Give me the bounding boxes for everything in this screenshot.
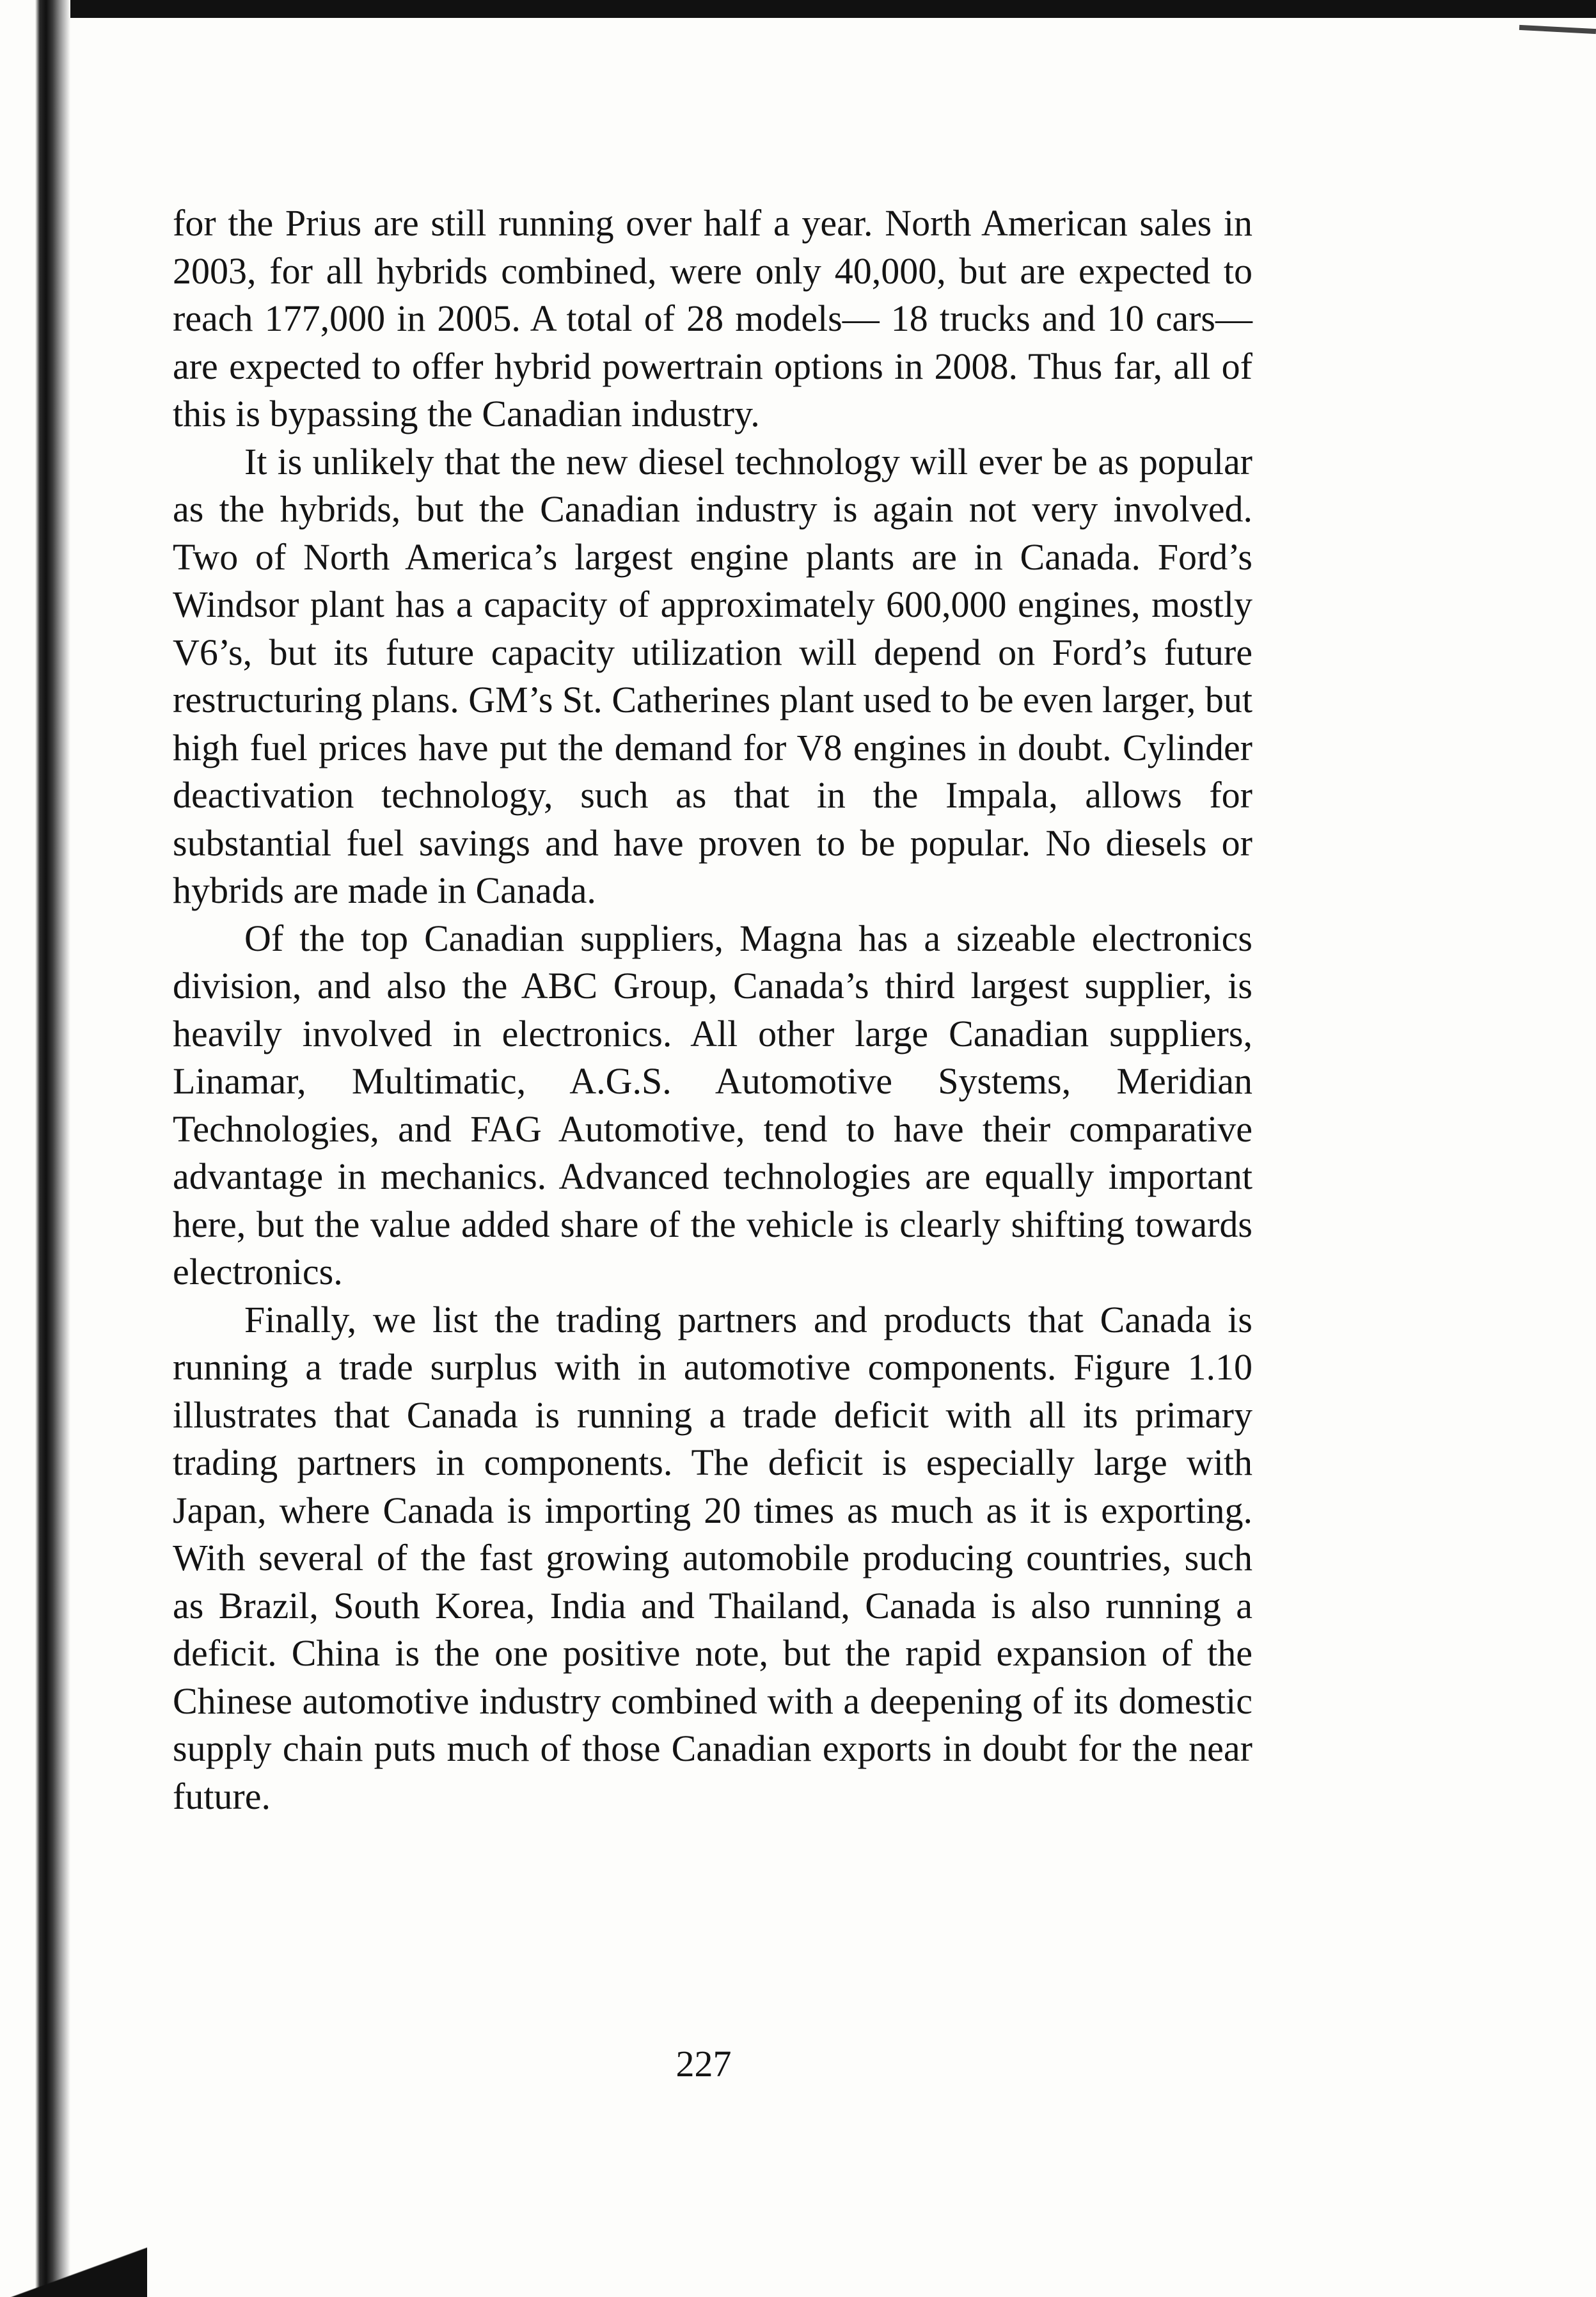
binding-shadow xyxy=(0,0,70,2297)
body-text xyxy=(173,200,1252,1820)
scan-corner-shadow xyxy=(0,2239,147,2297)
scan-top-edge xyxy=(0,0,1596,18)
paragraph-3: Of the top Canadian suppliers, Magna has a sizeable electronics division, and also the ABC Group, Canada’s third largest supplier, is heavily involved in electronics. All other large Canadian suppliers, Linamar, Multimatic, A.G.S. Automotive Systems, Meridian Technologies, and FAG Automotive, tend to have their comparative advantage in mechanics. Advanced technologies are equally important here, but the value added share of the vehicle is clearly shifting towards electronics. xyxy=(173,917,1252,1292)
paragraph-2: It is unlikely that the new diesel technology will ever be as popular as the hybrids, but the Canadian industry is again not very involved. Two of North America’s largest engine plants are in Canada. Ford’s Windsor plant has a capacity of approximately 600,000 engines, mostly V6’s, but its future capacity utilization will depend on Ford’s future restructuring plans. GM’s St. Catherines plant used to be even larger, but high fuel prices have put the demand for V8 engines in doubt. Cylinder deactivation technology, such as that in the Impala, allows for substantial fuel savings and have proven to be popular. No diesels or hybrids are made in Canada. xyxy=(173,440,1252,911)
paragraph-4: Finally, we list the trading partners and products that Canada is running a trade surplus with in automotive components. Figure 1.10 illustrates that Canada is running a trade deficit with all its primary trading partners in components. The deficit is especially large with Japan, where Canada is importing 20 times as much as it is exporting. With several of the fast growing automobile producing countries, such as Brazil, South Korea, India and Thailand, Canada is also running a deficit. China is the one positive note, but the rapid expansion of the Chinese automotive industry combined with a deepening of its domestic supply chain puts much of those Canadian exports in doubt for the near future. xyxy=(173,1298,1252,1817)
paragraph-1: for the Prius are still running over half a year. North American sales in 2003, for all hybrids combined, were only 40,000, but are expected to reach 177,000 in 2005. A total of 28 models— 18 trucks and 10 cars—are expected to offer hybrid powertrain options in 2008. Thus far, all of this is bypassing the Canadian industry. xyxy=(173,202,1252,434)
scan-edge-mark xyxy=(1519,25,1596,34)
page-number: 227 xyxy=(676,2043,732,2085)
